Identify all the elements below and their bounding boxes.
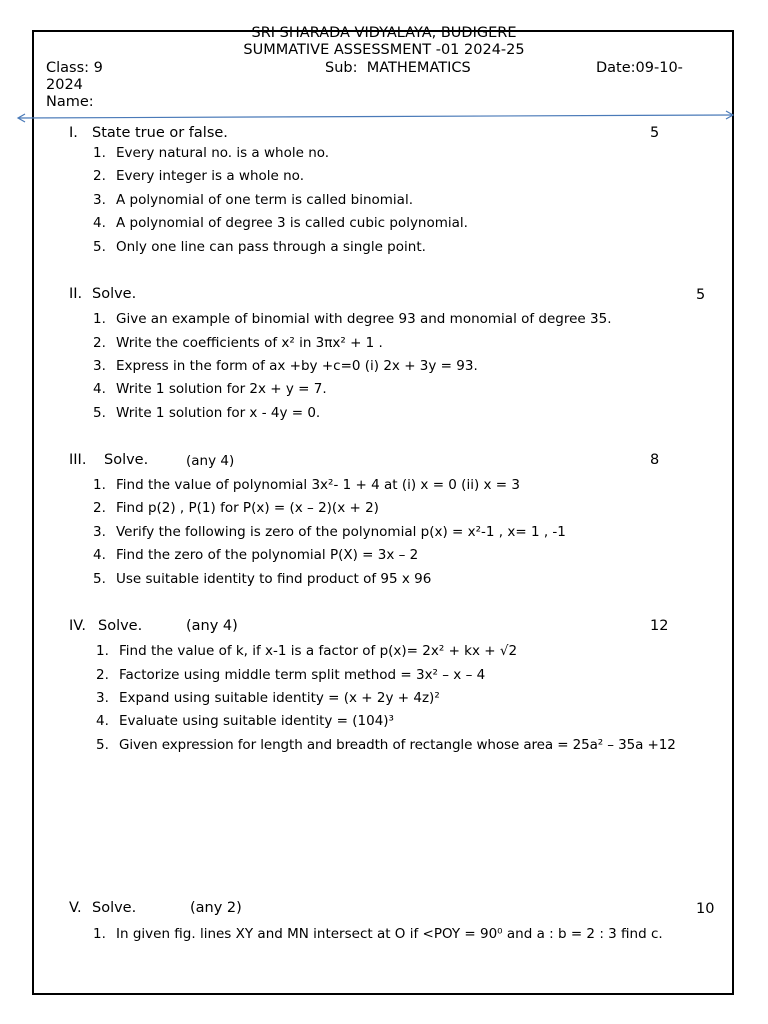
subject-label: Sub: MATHEMATICS	[325, 60, 471, 76]
section-3-marks: 8	[650, 452, 660, 468]
list-item: In given fig. lines XY and MN intersect at O if <POY = 90⁰ and a : b = 2 : 3 find c.	[116, 926, 663, 942]
list-item-number: 3.	[96, 690, 109, 706]
list-item-number: 4.	[93, 547, 106, 563]
list-item: Find the value of k, if x-1 is a factor of p(x)= 2x² + kx + √2	[119, 643, 518, 659]
list-item-number: 2.	[96, 667, 109, 683]
list-item: Find the zero of the polynomial P(X) = 3x – 2	[116, 547, 419, 563]
list-item-number: 3.	[93, 192, 106, 208]
section-3-numeral: III.	[69, 452, 87, 468]
class-label: Class: 9	[46, 60, 103, 76]
section-5-note: (any 2)	[190, 900, 242, 916]
list-item: Find the value of polynomial 3x²- 1 + 4 at (i) x = 0 (ii) x = 3	[116, 477, 520, 493]
list-item: Expand using suitable identity = (x + 2y + 4z)²	[119, 690, 440, 706]
list-item: Find p(2) , P(1) for P(x) = (x – 2)(x + 2)	[116, 500, 379, 516]
exam-title: SUMMATIVE ASSESSMENT -01 2024-25	[243, 42, 525, 58]
section-5-numeral: V.	[69, 900, 82, 916]
list-item-number: 5.	[93, 239, 106, 255]
section-3-title: Solve.	[104, 452, 149, 468]
date-year: 2024	[46, 77, 83, 93]
date-label: Date:09-10-	[596, 60, 683, 76]
section-2-numeral: II.	[69, 286, 83, 302]
list-item: A polynomial of one term is called binomial.	[116, 192, 413, 208]
list-item-number: 5.	[93, 571, 106, 587]
divider-arrow-line	[0, 0, 768, 130]
list-item: Factorize using middle term split method = 3x² – x – 4	[119, 667, 486, 683]
list-item-number: 2.	[93, 168, 106, 184]
name-label: Name:	[46, 94, 94, 110]
school-name: SRI SHARADA VIDYALAYA, BUDIGERE	[251, 25, 517, 41]
list-item: A polynomial of degree 3 is called cubic polynomial.	[116, 215, 468, 231]
list-item: Write 1 solution for x - 4y = 0.	[116, 405, 321, 421]
list-item-number: 3.	[93, 524, 106, 540]
list-item-number: 2.	[93, 335, 106, 351]
list-item: Verify the following is zero of the polynomial p(x) = x²-1 , x= 1 , -1	[116, 524, 566, 540]
list-item-number: 1.	[93, 477, 106, 493]
section-2-marks: 5	[696, 287, 706, 303]
list-item-number: 4.	[93, 215, 106, 231]
section-1-title: State true or false.	[92, 125, 228, 141]
list-item: Every natural no. is a whole no.	[116, 145, 330, 161]
list-item-number: 4.	[93, 381, 106, 397]
section-5-marks: 10	[696, 901, 715, 917]
list-item-number: 5.	[93, 405, 106, 421]
list-item-number: 4.	[96, 713, 109, 729]
list-item: Every integer is a whole no.	[116, 168, 304, 184]
list-item: Use suitable identity to find product of 95 x 96	[116, 571, 432, 587]
section-4-marks: 12	[650, 618, 669, 634]
list-item: Write 1 solution for 2x + y = 7.	[116, 381, 327, 397]
list-item-number: 1.	[93, 311, 106, 327]
list-item: Give an example of binomial with degree 93 and monomial of degree 35.	[116, 311, 612, 327]
section-2-title: Solve.	[92, 286, 137, 302]
list-item-number: 3.	[93, 358, 106, 374]
section-1-numeral: I.	[69, 125, 78, 141]
section-3-note: (any 4)	[186, 453, 235, 469]
section-4-numeral: IV.	[69, 618, 86, 634]
section-4-note: (any 4)	[186, 618, 238, 634]
list-item: Write the coefficients of x² in 3πx² + 1 .	[116, 335, 383, 351]
list-item-number: 1.	[93, 926, 106, 942]
list-item-number: 1.	[96, 643, 109, 659]
section-1-marks: 5	[650, 125, 660, 141]
list-item-number: 1.	[93, 145, 106, 161]
list-item: Given expression for length and breadth of rectangle whose area = 25a² – 35a +12	[119, 737, 676, 753]
list-item: Evaluate using suitable identity = (104)³	[119, 713, 394, 729]
list-item: Only one line can pass through a single point.	[116, 239, 426, 255]
list-item: Express in the form of ax +by +c=0 (i) 2x + 3y = 93.	[116, 358, 478, 374]
section-5-title: Solve.	[92, 900, 137, 916]
list-item-number: 5.	[96, 737, 109, 753]
list-item-number: 2.	[93, 500, 106, 516]
section-4-title: Solve.	[98, 618, 143, 634]
